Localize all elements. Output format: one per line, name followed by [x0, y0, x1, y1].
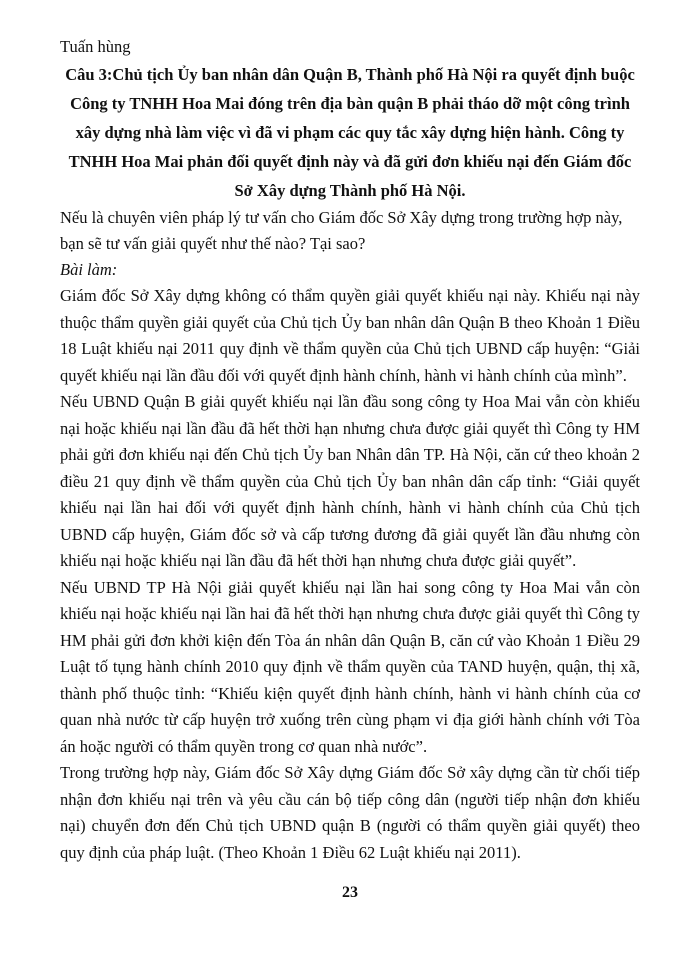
answer-paragraph-3: Nếu UBND TP Hà Nội giải quyết khiếu nại lần hai song công ty Hoa Mai vẫn còn khiếu nại hoặc khiếu nại lần hai đã hết thời hạn nhưng chưa được giải quyết thì Công ty HM phải gửi đơn khởi kiện đến Tòa án nhân dân Quận B, căn cứ vào Khoản 1 Điều 29 Luật tố tụng hành chính 2010 quy định về thẩm quyền của TAND huyện, quận, thị xã, thành phố thuộc tỉnh: “Khiếu kiện quyết định hành chính, hành vi hành chính của cơ quan nhà nước từ cấp huyện trở xuống trên cùng phạm vi địa giới hành chính với Tòa án hoặc người có thẩm quyền trong cơ quan nhà nước”. — [60, 577, 640, 756]
answer-paragraph-2: Nếu UBND Quận B giải quyết khiếu nại lần đầu song công ty Hoa Mai vẫn còn khiếu nại hoặc khiếu nại lần đầu đã hết thời hạn nhưng chưa được giải quyết thì Công ty HM phải gửi đơn khiếu nại đến Chủ tịch Ủy ban Nhân dân TP. Hà Nội, căn cứ theo khoản 2 điều 21 quy định về thẩm quyền của Chủ tịch Ủy ban nhân dân cấp tỉnh: “Giải quyết khiếu nại lần hai đối với quyết định hành chính, hành vi hành chính của Chủ tịch UBND cấp huyện, Giám đốc sở và cấp tương đương đã giải quyết lần đầu nhưng còn khiếu nại hoặc khiếu nại lần đầu đã hết thời hạn nhưng chưa được giải quyết”. — [60, 392, 640, 570]
author-name: Tuấn hùng — [60, 37, 131, 56]
answer-label: Bài làm: — [60, 260, 118, 279]
answer-paragraph-4: Trong trường hợp này, Giám đốc Sở Xây dựng Giám đốc Sở xây dựng cần từ chối tiếp nhận đơn khiếu nại trên và yêu cầu cán bộ tiếp công dân (người tiếp nhận đơn khiếu nại) chuyển đơn đến Chủ tịch UBND quận B (người có thẩm quyền giải quyết) theo quy định của pháp luật. (Theo Khoản 1 Điều 62 Luật khiếu nại 2011). — [60, 763, 640, 862]
answer-paragraph-1: Giám đốc Sở Xây dựng không có thẩm quyền giải quyết khiếu nại này. Khiếu nại này thuộc thẩm quyền giải quyết của Chủ tịch Ủy ban nhân dân Quận B theo Khoản 1 Điều 18 Luật khiếu nại 2011 quy định về thẩm quyền của Chủ tịch UBND cấp huyện: “Giải quyết khiếu nại lần đầu đối với quyết định hành chính, hành vi hành chính của mình”. — [60, 286, 640, 385]
question-heading: Câu 3:Chủ tịch Ủy ban nhân dân Quận B, Thành phố Hà Nội ra quyết định buộc Công ty TNHH Hoa Mai đóng trên địa bàn quận B phải tháo dỡ một công trình xây dựng nhà làm việc vì đã vi phạm các quy tắc xây dựng hiện hành. Công ty TNHH Hoa Mai phản đối quyết định này và đã gửi đơn khiếu nại đến Giám đốc Sở Xây dựng Thành phố Hà Nội. — [65, 65, 635, 200]
document-page — [60, 34, 640, 866]
question-prompt: Nếu là chuyên viên pháp lý tư vấn cho Giám đốc Sở Xây dựng trong trường hợp này, bạn sẽ tư vấn giải quyết như thế nào? Tại sao? — [60, 208, 623, 253]
page-number: 23 — [342, 884, 358, 901]
